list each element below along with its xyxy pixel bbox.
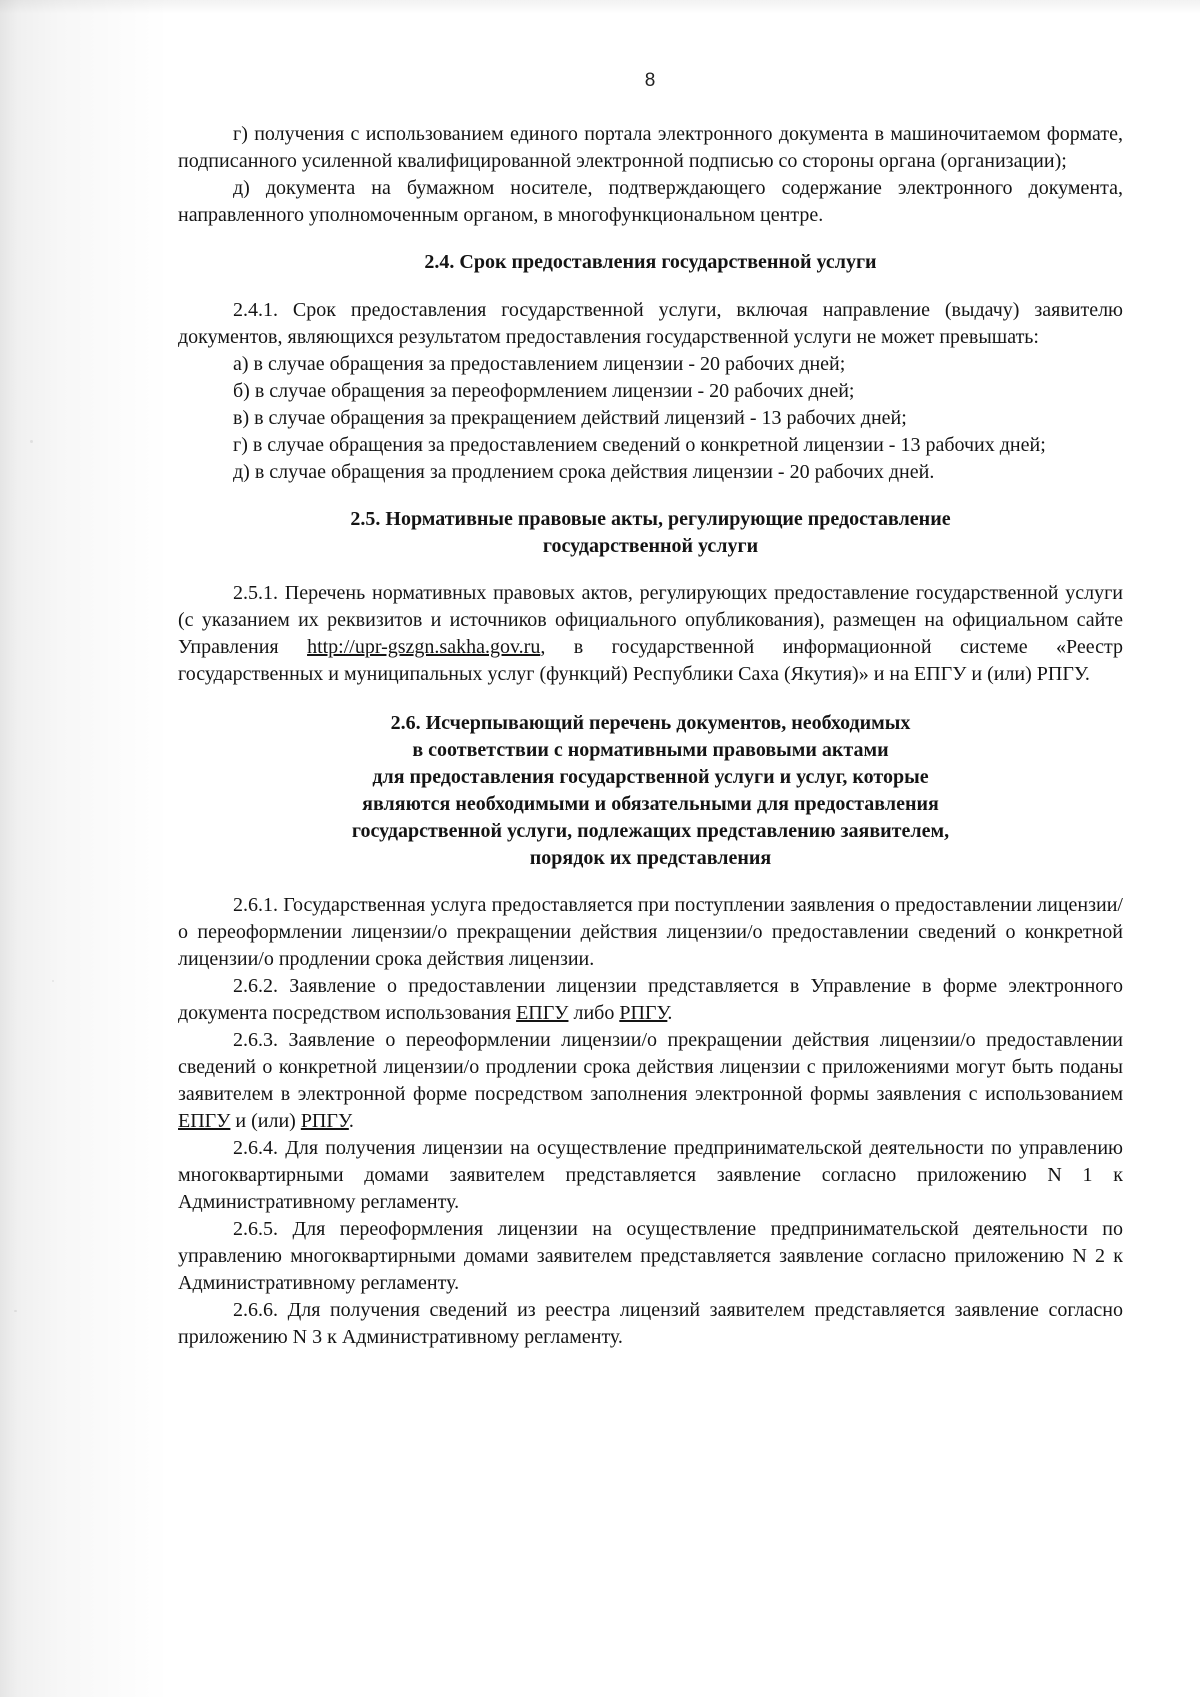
- epgu-reference: ЕПГУ: [516, 1002, 569, 1024]
- text-run: 2.6.2. Заявление о предоставлении лицензии представляется в Управление в форме электронного документа посредством использования: [178, 975, 1123, 1024]
- list-item-term-g: г) в случае обращения за предоставлением сведений о конкретной лицензии - 13 рабочих дней;: [233, 434, 1046, 456]
- list-item-term-b: б) в случае обращения за переоформлением лицензии - 20 рабочих дней;: [233, 380, 855, 402]
- list-item-term-d: д) в случае обращения за продлением срока действия лицензии - 20 рабочих дней.: [233, 461, 935, 483]
- rpgu-reference: РПГУ: [619, 1002, 668, 1024]
- rpgu-reference: РПГУ: [300, 1110, 349, 1132]
- paragraph-item-g: г) получения с использованием единого портала электронного документа в машиночитаемом формате, подписанного усиленной квалифицированной электронной подписью со стороны органа (организации);: [178, 123, 1123, 172]
- text-run: либо: [568, 1002, 620, 1024]
- paragraph-2-6-1: 2.6.1. Государственная услуга предоставляется при поступлении заявления о предоставлении лицензии/о переоформлении лицензии/о прекращении действия лицензии/о предоставлении сведений о конкретной лицензии/о продлении срока действия лицензии.: [178, 894, 1123, 970]
- section-heading-line: являются необходимыми и обязательными для предоставления: [362, 793, 939, 815]
- section-heading-line: порядок их представления: [529, 847, 772, 869]
- scan-noise: [14, 1310, 17, 1312]
- section-heading-line: 2.6. Исчерпывающий перечень документов, необходимых: [390, 712, 911, 734]
- text-run: и (или): [230, 1110, 301, 1132]
- scan-noise: [52, 980, 54, 982]
- paragraph-2-6-3: [178, 1027, 1123, 1135]
- section-heading-2-6: [178, 710, 1123, 872]
- section-heading-2-5: [178, 506, 1123, 560]
- official-site-link[interactable]: http://upr-gszgn.sakha.gov.ru: [307, 636, 541, 658]
- text-run: .: [667, 1002, 673, 1024]
- list-item-term-v: в) в случае обращения за прекращением действий лицензий - 13 рабочих дней;: [233, 407, 907, 429]
- paragraph-2-5-1: [178, 580, 1123, 688]
- paragraph-2-6-4: 2.6.4. Для получения лицензии на осуществление предпринимательской деятельности по управлению многоквартирными домами заявителем представляется заявление согласно приложению N 1 к Административному регламенту.: [178, 1137, 1123, 1213]
- document-body: [178, 121, 1123, 1351]
- text-run: , в государственной информационной системе «Реестр государственных и муниципальных услуг (функций) Республики Саха (Якутия)» и на ЕПГУ и (или) РПГУ.: [178, 636, 1124, 685]
- text-run: 2.6.3. Заявление о переоформлении лицензии/о прекращении действия лицензии/о предоставлении сведений о конкретной лицензии/о продлении срока действия лицензии с приложениями могут быть поданы заявителем в электронной форме посредством заполнения электронной формы заявления с использованием: [178, 1029, 1123, 1105]
- section-heading-line: государственной услуги, подлежащих представлению заявителем,: [351, 820, 950, 842]
- paragraph-2-4-1: 2.4.1. Срок предоставления государственной услуги, включая направление (выдачу) заявителю документов, являющихся результатом предоставления государственной услуги не может превышать:: [178, 299, 1123, 348]
- list-item-term-a: а) в случае обращения за предоставлением лицензии - 20 рабочих дней;: [233, 353, 846, 375]
- page-number: 8: [644, 70, 656, 91]
- paragraph-item-d: д) документа на бумажном носителе, подтверждающего содержание электронного документа, направленного уполномоченным органом, в многофункциональном центре.: [178, 177, 1123, 226]
- section-heading-line: 2.5. Нормативные правовые акты, регулирующие предоставление: [350, 508, 951, 530]
- section-heading-line: для предоставления государственной услуги и услуг, которые: [372, 766, 929, 788]
- paragraph-2-6-6: 2.6.6. Для получения сведений из реестра лицензий заявителем представляется заявление согласно приложению N 3 к Административному регламенту.: [178, 1299, 1123, 1348]
- epgu-reference: ЕПГУ: [178, 1110, 231, 1132]
- text-run: 2.5.1. Перечень нормативных правовых актов, регулирующих предоставление государственной услуги (с указанием их реквизитов и источников официального опубликования), размещен на официальном сайте Управления: [178, 582, 1123, 658]
- section-heading-line: в соответствии с нормативными правовыми актами: [412, 739, 889, 761]
- paragraph-2-6-2: [178, 973, 1123, 1027]
- paragraph-2-6-5: 2.6.5. Для переоформления лицензии на осуществление предпринимательской деятельности по управлению многоквартирными домами заявителем представляется заявление согласно приложению N 2 к Административному регламенту.: [178, 1218, 1123, 1294]
- section-heading-line: государственной услуги: [542, 535, 759, 557]
- section-heading-2-4: 2.4. Срок предоставления государственной услуги: [424, 251, 877, 273]
- scan-noise: [30, 440, 33, 443]
- text-run: .: [348, 1110, 354, 1132]
